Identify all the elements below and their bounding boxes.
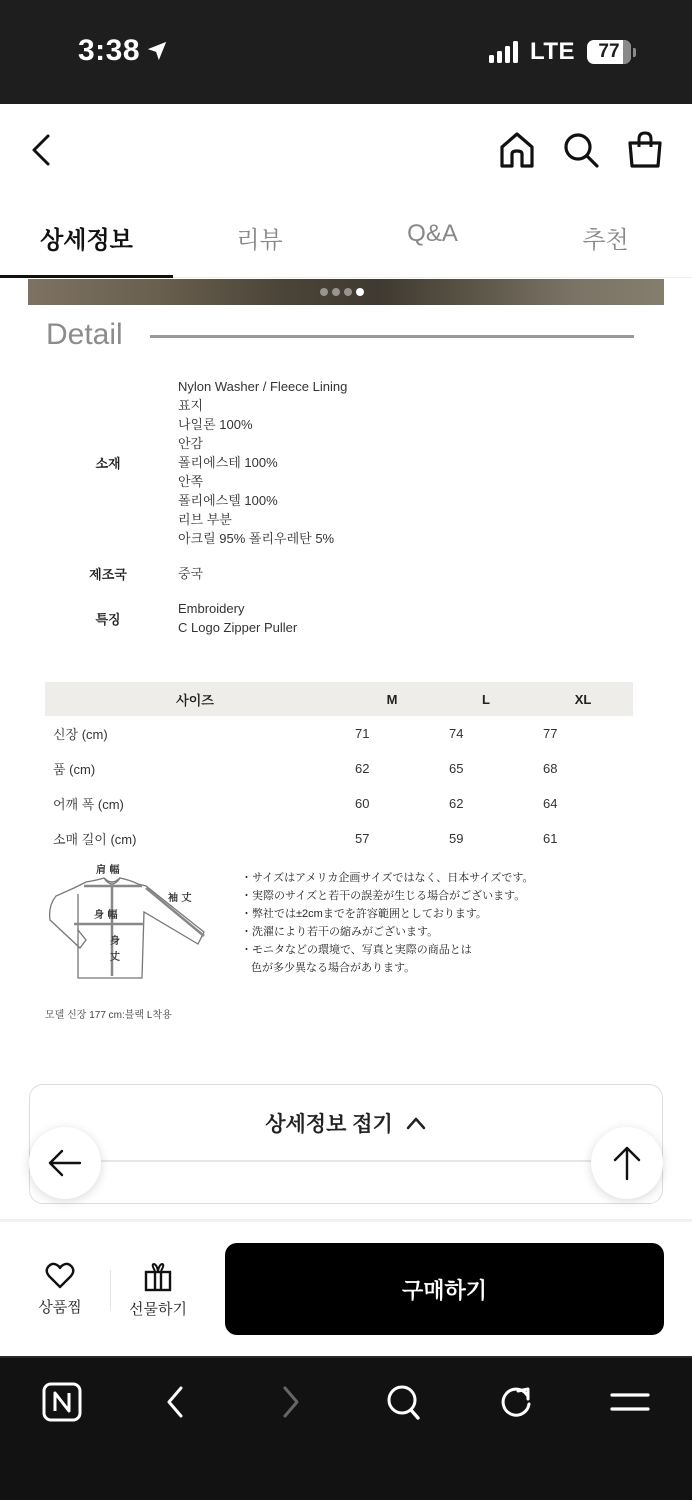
browser-refresh-button[interactable] [492, 1378, 540, 1426]
spec-value: 안쪽 [178, 474, 204, 489]
status-bar [0, 0, 692, 104]
diagram-label-sleeve: 袖 丈 [168, 893, 192, 904]
buy-button[interactable]: 구매하기 [225, 1243, 664, 1335]
column-header: M [345, 682, 439, 716]
header-actions [498, 130, 664, 170]
spec-label: 제조국 [89, 567, 127, 582]
browser-search-button[interactable] [380, 1378, 428, 1426]
row-label: 신장 (cm) [53, 727, 108, 742]
collapse-detail-button[interactable] [30, 1085, 662, 1161]
spec-value: Nylon Washer / Fleece Lining [178, 379, 348, 394]
network-type: LTE [529, 38, 575, 65]
search-icon [384, 1382, 424, 1422]
tab-recommend[interactable]: 추천 [582, 227, 629, 254]
tab-detail[interactable]: 상세정보 [0, 194, 173, 277]
column-header: XL [533, 682, 633, 716]
browser-forward-button[interactable] [266, 1378, 314, 1426]
table-row [45, 821, 633, 856]
wishlist-button[interactable] [20, 1262, 100, 1317]
cell: 64 [543, 796, 558, 811]
purchase-bar [0, 1222, 692, 1356]
battery-nub [633, 48, 636, 57]
product-image-carousel[interactable] [28, 279, 664, 305]
shopping-bag-icon [626, 130, 664, 170]
battery-icon [587, 40, 631, 64]
scroll-to-top-button[interactable] [591, 1127, 663, 1199]
row-label: 품 (cm) [53, 762, 96, 777]
refresh-icon [496, 1382, 536, 1422]
table-row [45, 716, 633, 751]
cell: 60 [355, 796, 370, 811]
diagram-label-length: 丈 [110, 952, 120, 963]
heading-divider [150, 335, 634, 338]
collapse-label: 상세정보 접기 [265, 1113, 393, 1136]
garment-measurement-diagram [46, 860, 216, 982]
row-label: 어깨 폭 (cm) [53, 797, 124, 812]
arrow-up-icon [612, 1144, 642, 1182]
status-indicators [489, 38, 636, 66]
cell: 59 [449, 831, 464, 846]
status-time [78, 34, 168, 68]
chevron-up-icon [405, 1115, 427, 1131]
cell: 61 [543, 831, 558, 846]
row-label: 소매 길이 (cm) [53, 832, 137, 847]
naver-n-icon [41, 1381, 83, 1423]
diagram-label-shoulder: 肩 幅 [96, 865, 120, 876]
home-button[interactable] [498, 130, 536, 170]
spec-values [178, 599, 297, 637]
spec-value: C Logo Zipper Puller [178, 620, 298, 635]
detail-heading: Detail [46, 318, 123, 351]
back-icon [161, 1382, 191, 1422]
cart-button[interactable] [626, 130, 664, 170]
column-header: 사이즈 [45, 682, 345, 716]
cell: 62 [449, 796, 464, 811]
gift-label: 선물하기 [129, 1301, 187, 1318]
note-line: ・実際のサイズと若干の誤差が生じる場合がございます。 [241, 890, 526, 902]
table-row [45, 751, 633, 786]
collapse-detail-card [29, 1084, 663, 1204]
cell: 74 [449, 726, 464, 741]
spec-label: 특징 [95, 612, 121, 627]
note-line: 色が多少異なる場合があります。 [251, 962, 416, 974]
home-icon [498, 130, 536, 170]
spec-value: 안감 [178, 436, 204, 451]
menu-icon [609, 1387, 651, 1417]
gift-icon [143, 1262, 173, 1292]
carousel-dot-active[interactable] [356, 288, 364, 296]
model-info: 모델 신장 177 cm:블랙 L착용 [45, 1010, 172, 1021]
cell: 68 [543, 761, 558, 776]
note-line: ・モニタなどの環境で、写真と実際の商品とは [241, 944, 472, 956]
note-line: ・サイズはアメリカ企画サイズではなく、日本サイズです。 [241, 872, 534, 884]
tab-reviews[interactable]: 리뷰 [236, 227, 283, 254]
gift-button[interactable] [118, 1262, 198, 1319]
heart-icon [45, 1262, 75, 1290]
spec-value: Embroidery [178, 601, 245, 616]
previous-page-button[interactable] [29, 1127, 101, 1199]
spec-values [178, 564, 203, 583]
cell: 57 [355, 831, 370, 846]
cell: 62 [355, 761, 370, 776]
diagram-label-length: 身 [110, 936, 120, 947]
spec-value: 폴리에스텔 100% [178, 493, 278, 508]
battery-level: 77 [598, 41, 620, 62]
table-header-row [45, 682, 633, 716]
arrow-left-icon [46, 1148, 84, 1178]
product-tabs [0, 194, 692, 278]
back-chevron-icon [26, 130, 58, 170]
naver-home-button[interactable] [38, 1378, 86, 1426]
spec-label: 소재 [95, 456, 121, 471]
signal-bars-icon [489, 41, 518, 63]
spec-value: 아크릴 95% 폴리우레탄 5% [178, 531, 335, 546]
clock: 3:38 [78, 34, 141, 67]
carousel-dots [320, 288, 364, 296]
search-button[interactable] [562, 130, 600, 170]
spec-value: 나일론 100% [178, 417, 253, 432]
divider [100, 1160, 592, 1162]
location-arrow-icon [146, 40, 168, 62]
size-notes [241, 869, 534, 977]
carousel-dot[interactable] [332, 288, 340, 296]
diagram-label-chest: 身 幅 [94, 910, 118, 921]
forward-icon [275, 1382, 305, 1422]
divider [110, 1270, 111, 1310]
carousel-dot[interactable] [320, 288, 328, 296]
app-header [0, 104, 692, 194]
cell: 71 [355, 726, 370, 741]
spec-values [178, 377, 347, 548]
size-table [45, 682, 633, 856]
cell: 65 [449, 761, 464, 776]
table-row [45, 786, 633, 821]
spec-value: 폴리에스테 100% [178, 455, 278, 470]
cell: 77 [543, 726, 558, 741]
search-icon [562, 130, 600, 170]
wishlist-label: 상품찜 [38, 1299, 82, 1316]
browser-back-button[interactable] [152, 1378, 200, 1426]
carousel-dot[interactable] [344, 288, 352, 296]
back-button[interactable] [26, 130, 58, 170]
note-line: ・洗濯により若干の縮みがございます。 [241, 926, 439, 938]
column-header: L [439, 682, 533, 716]
note-line: ・弊社では±2cmまでを許容範囲としております。 [241, 908, 487, 920]
tab-qna[interactable]: Q&A [407, 220, 458, 247]
browser-toolbar [0, 1356, 692, 1500]
spec-value: 중국 [178, 566, 204, 581]
spec-value: 리브 부분 [178, 512, 232, 527]
browser-menu-button[interactable] [606, 1378, 654, 1426]
spec-value: 표지 [178, 398, 204, 413]
